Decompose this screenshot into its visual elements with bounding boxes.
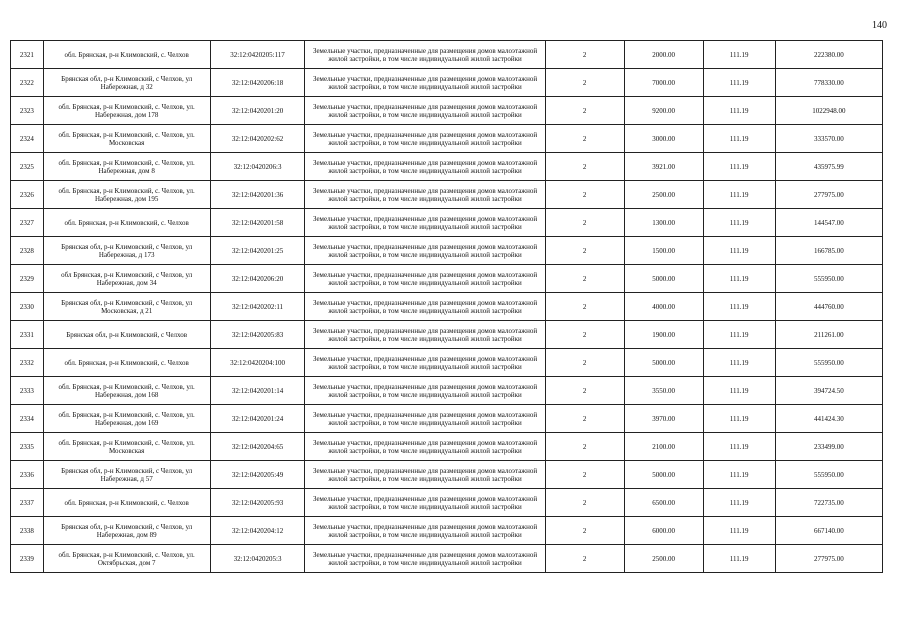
cadastral-value-cell: 233499.00 bbox=[775, 433, 882, 461]
page-number: 140 bbox=[872, 20, 887, 31]
category-cell: 2 bbox=[545, 97, 624, 125]
cadastral-number-cell: 32:12:0420202:11 bbox=[210, 293, 305, 321]
area-cell: 4000.00 bbox=[624, 293, 703, 321]
cadastral-number-cell: 32:12:0420201:58 bbox=[210, 209, 305, 237]
table-row bbox=[11, 349, 883, 377]
area-cell: 5000.00 bbox=[624, 265, 703, 293]
category-cell: 2 bbox=[545, 545, 624, 573]
area-cell: 9200.00 bbox=[624, 97, 703, 125]
cadastral-number-cell: 32:12:0420206:3 bbox=[210, 153, 305, 181]
address-cell: Брянская обл, р-н Климовский, с Челхов, ул Набережная, дом 89 bbox=[43, 517, 210, 545]
land-use-cell: Земельные участки, предназначенные для размещения домов малоэтажной жилой застройки, в том числе индивидуальной жилой застройки bbox=[305, 293, 545, 321]
category-cell: 2 bbox=[545, 265, 624, 293]
table-row bbox=[11, 153, 883, 181]
cadastral-value-cell: 277975.00 bbox=[775, 545, 882, 573]
table-row bbox=[11, 433, 883, 461]
row-number-cell: 2339 bbox=[11, 545, 44, 573]
row-number-cell: 2334 bbox=[11, 405, 44, 433]
rate-cell: 111.19 bbox=[703, 461, 775, 489]
cadastral-number-cell: 32:12:0420204:12 bbox=[210, 517, 305, 545]
cadastral-value-cell: 1022948.00 bbox=[775, 97, 882, 125]
land-use-cell: Земельные участки, предназначенные для размещения домов малоэтажной жилой застройки, в том числе индивидуальной жилой застройки bbox=[305, 489, 545, 517]
land-use-cell: Земельные участки, предназначенные для размещения домов малоэтажной жилой застройки, в том числе индивидуальной жилой застройки bbox=[305, 237, 545, 265]
land-use-cell: Земельные участки, предназначенные для размещения домов малоэтажной жилой застройки, в том числе индивидуальной жилой застройки bbox=[305, 97, 545, 125]
category-cell: 2 bbox=[545, 181, 624, 209]
category-cell: 2 bbox=[545, 517, 624, 545]
address-cell: обл. Брянская, р-н Климовский, с. Челхов, ул. Набережная, дом 195 bbox=[43, 181, 210, 209]
cadastral-value-cell: 555950.00 bbox=[775, 349, 882, 377]
rate-cell: 111.19 bbox=[703, 545, 775, 573]
table-row bbox=[11, 41, 883, 69]
area-cell: 3970.00 bbox=[624, 405, 703, 433]
cadastral-number-cell: 32:12:0420206:20 bbox=[210, 265, 305, 293]
row-number-cell: 2324 bbox=[11, 125, 44, 153]
category-cell: 2 bbox=[545, 433, 624, 461]
category-cell: 2 bbox=[545, 405, 624, 433]
land-use-cell: Земельные участки, предназначенные для размещения домов малоэтажной жилой застройки, в том числе индивидуальной жилой застройки bbox=[305, 153, 545, 181]
category-cell: 2 bbox=[545, 489, 624, 517]
cadastral-number-cell: 32:12:0420204:100 bbox=[210, 349, 305, 377]
rate-cell: 111.19 bbox=[703, 265, 775, 293]
rate-cell: 111.19 bbox=[703, 69, 775, 97]
rate-cell: 111.19 bbox=[703, 489, 775, 517]
cadastral-value-cell: 435975.99 bbox=[775, 153, 882, 181]
rate-cell: 111.19 bbox=[703, 377, 775, 405]
area-cell: 5000.00 bbox=[624, 349, 703, 377]
cadastral-value-cell: 277975.00 bbox=[775, 181, 882, 209]
address-cell: обл. Брянская, р-н Климовский, с. Челхов, ул. Набережная, дом 178 bbox=[43, 97, 210, 125]
category-cell: 2 bbox=[545, 153, 624, 181]
table-row bbox=[11, 237, 883, 265]
area-cell: 3550.00 bbox=[624, 377, 703, 405]
area-cell: 2100.00 bbox=[624, 433, 703, 461]
rate-cell: 111.19 bbox=[703, 125, 775, 153]
cadastral-number-cell: 32:12:0420201:14 bbox=[210, 377, 305, 405]
land-use-cell: Земельные участки, предназначенные для размещения домов малоэтажной жилой застройки, в том числе индивидуальной жилой застройки bbox=[305, 405, 545, 433]
row-number-cell: 2335 bbox=[11, 433, 44, 461]
row-number-cell: 2336 bbox=[11, 461, 44, 489]
row-number-cell: 2328 bbox=[11, 237, 44, 265]
rate-cell: 111.19 bbox=[703, 153, 775, 181]
address-cell: Брянская обл, р-н Климовский, с Челхов, ул Набережная, д 32 bbox=[43, 69, 210, 97]
category-cell: 2 bbox=[545, 293, 624, 321]
cadastral-number-cell: 32:12:0420205:93 bbox=[210, 489, 305, 517]
row-number-cell: 2338 bbox=[11, 517, 44, 545]
address-cell: обл. Брянская, р-н Климовский, с. Челхов, ул. Московская bbox=[43, 125, 210, 153]
table-row bbox=[11, 265, 883, 293]
row-number-cell: 2325 bbox=[11, 153, 44, 181]
rate-cell: 111.19 bbox=[703, 405, 775, 433]
table-row bbox=[11, 517, 883, 545]
rate-cell: 111.19 bbox=[703, 97, 775, 125]
table-row bbox=[11, 209, 883, 237]
address-cell: обл. Брянская, р-н Климовский, с. Челхов bbox=[43, 209, 210, 237]
land-use-cell: Земельные участки, предназначенные для размещения домов малоэтажной жилой застройки, в том числе индивидуальной жилой застройки bbox=[305, 545, 545, 573]
area-cell: 1500.00 bbox=[624, 237, 703, 265]
cadastral-value-cell: 222380.00 bbox=[775, 41, 882, 69]
cadastral-number-cell: 32:12:0420202:62 bbox=[210, 125, 305, 153]
address-cell: обл. Брянская, р-н Климовский, с. Челхов, ул. Московская bbox=[43, 433, 210, 461]
area-cell: 2500.00 bbox=[624, 181, 703, 209]
cadastral-value-cell: 441424.30 bbox=[775, 405, 882, 433]
row-number-cell: 2331 bbox=[11, 321, 44, 349]
area-cell: 2000.00 bbox=[624, 41, 703, 69]
land-use-cell: Земельные участки, предназначенные для размещения домов малоэтажной жилой застройки, в том числе индивидуальной жилой застройки bbox=[305, 265, 545, 293]
address-cell: обл Брянская, р-н Климовский, с Челхов, ул Набережная, дом 34 bbox=[43, 265, 210, 293]
land-registry-table bbox=[10, 40, 883, 573]
address-cell: Брянская обл, р-н Климовский, с Челхов, ул Набережная, д 57 bbox=[43, 461, 210, 489]
cadastral-value-cell: 211261.00 bbox=[775, 321, 882, 349]
cadastral-value-cell: 555950.00 bbox=[775, 461, 882, 489]
cadastral-value-cell: 394724.50 bbox=[775, 377, 882, 405]
area-cell: 6500.00 bbox=[624, 489, 703, 517]
row-number-cell: 2337 bbox=[11, 489, 44, 517]
table-row bbox=[11, 321, 883, 349]
area-cell: 3000.00 bbox=[624, 125, 703, 153]
address-cell: обл. Брянская, р-н Климовский, с. Челхов bbox=[43, 489, 210, 517]
rate-cell: 111.19 bbox=[703, 321, 775, 349]
row-number-cell: 2330 bbox=[11, 293, 44, 321]
area-cell: 3921.00 bbox=[624, 153, 703, 181]
area-cell: 7000.00 bbox=[624, 69, 703, 97]
category-cell: 2 bbox=[545, 321, 624, 349]
table-row bbox=[11, 405, 883, 433]
rate-cell: 111.19 bbox=[703, 209, 775, 237]
land-use-cell: Земельные участки, предназначенные для размещения домов малоэтажной жилой застройки, в том числе индивидуальной жилой застройки bbox=[305, 517, 545, 545]
cadastral-number-cell: 32:12:0420201:20 bbox=[210, 97, 305, 125]
address-cell: Брянская обл, р-н Климовский, с Челхов, ул Набережная, д 173 bbox=[43, 237, 210, 265]
area-cell: 1300.00 bbox=[624, 209, 703, 237]
land-use-cell: Земельные участки, предназначенные для размещения домов малоэтажной жилой застройки, в том числе индивидуальной жилой застройки bbox=[305, 433, 545, 461]
cadastral-value-cell: 166785.00 bbox=[775, 237, 882, 265]
table-row bbox=[11, 125, 883, 153]
cadastral-number-cell: 32:12:0420206:18 bbox=[210, 69, 305, 97]
table-row bbox=[11, 293, 883, 321]
land-use-cell: Земельные участки, предназначенные для размещения домов малоэтажной жилой застройки, в том числе индивидуальной жилой застройки bbox=[305, 209, 545, 237]
category-cell: 2 bbox=[545, 209, 624, 237]
cadastral-number-cell: 32:12:0420201:36 bbox=[210, 181, 305, 209]
rate-cell: 111.19 bbox=[703, 517, 775, 545]
rate-cell: 111.19 bbox=[703, 181, 775, 209]
land-use-cell: Земельные участки, предназначенные для размещения домов малоэтажной жилой застройки, в том числе индивидуальной жилой застройки bbox=[305, 69, 545, 97]
address-cell: Брянская обл, р-н Климовский, с Челхов bbox=[43, 321, 210, 349]
address-cell: обл. Брянская, р-н Климовский, с. Челхов, ул. Октябрьская, дом 7 bbox=[43, 545, 210, 573]
land-use-cell: Земельные участки, предназначенные для размещения домов малоэтажной жилой застройки, в том числе индивидуальной жилой застройки bbox=[305, 349, 545, 377]
rate-cell: 111.19 bbox=[703, 41, 775, 69]
cadastral-value-cell: 667140.00 bbox=[775, 517, 882, 545]
cadastral-number-cell: 32:12:0420201:25 bbox=[210, 237, 305, 265]
category-cell: 2 bbox=[545, 237, 624, 265]
land-use-cell: Земельные участки, предназначенные для размещения домов малоэтажной жилой застройки, в том числе индивидуальной жилой застройки bbox=[305, 377, 545, 405]
category-cell: 2 bbox=[545, 69, 624, 97]
category-cell: 2 bbox=[545, 461, 624, 489]
cadastral-number-cell: 32:12:0420204:65 bbox=[210, 433, 305, 461]
cadastral-number-cell: 32:12:0420201:24 bbox=[210, 405, 305, 433]
address-cell: обл. Брянская, р-н Климовский, с. Челхов, ул. Набережная, дом 169 bbox=[43, 405, 210, 433]
table-row bbox=[11, 69, 883, 97]
cadastral-value-cell: 722735.00 bbox=[775, 489, 882, 517]
address-cell: обл. Брянская, р-н Климовский, с. Челхов bbox=[43, 41, 210, 69]
rate-cell: 111.19 bbox=[703, 349, 775, 377]
land-use-cell: Земельные участки, предназначенные для размещения домов малоэтажной жилой застройки, в том числе индивидуальной жилой застройки bbox=[305, 41, 545, 69]
rate-cell: 111.19 bbox=[703, 433, 775, 461]
address-cell: обл. Брянская, р-н Климовский, с. Челхов bbox=[43, 349, 210, 377]
cadastral-value-cell: 778330.00 bbox=[775, 69, 882, 97]
row-number-cell: 2327 bbox=[11, 209, 44, 237]
category-cell: 2 bbox=[545, 41, 624, 69]
cadastral-number-cell: 32:12:0420205:83 bbox=[210, 321, 305, 349]
table-row bbox=[11, 181, 883, 209]
row-number-cell: 2329 bbox=[11, 265, 44, 293]
area-cell: 5000.00 bbox=[624, 461, 703, 489]
rate-cell: 111.19 bbox=[703, 293, 775, 321]
category-cell: 2 bbox=[545, 349, 624, 377]
address-cell: Брянская обл, р-н Климовский, с Челхов, ул Московская, д 21 bbox=[43, 293, 210, 321]
address-cell: обл. Брянская, р-н Климовский, с. Челхов, ул. Набережная, дом 168 bbox=[43, 377, 210, 405]
rate-cell: 111.19 bbox=[703, 237, 775, 265]
table-body bbox=[11, 41, 883, 573]
table-row bbox=[11, 489, 883, 517]
cadastral-number-cell: 32:12:0420205:3 bbox=[210, 545, 305, 573]
area-cell: 6000.00 bbox=[624, 517, 703, 545]
land-use-cell: Земельные участки, предназначенные для размещения домов малоэтажной жилой застройки, в том числе индивидуальной жилой застройки bbox=[305, 321, 545, 349]
category-cell: 2 bbox=[545, 125, 624, 153]
cadastral-value-cell: 555950.00 bbox=[775, 265, 882, 293]
table-row bbox=[11, 461, 883, 489]
category-cell: 2 bbox=[545, 377, 624, 405]
row-number-cell: 2322 bbox=[11, 69, 44, 97]
table-row bbox=[11, 377, 883, 405]
area-cell: 2500.00 bbox=[624, 545, 703, 573]
address-cell: обл. Брянская, р-н Климовский, с. Челхов, ул. Набережная, дом 8 bbox=[43, 153, 210, 181]
cadastral-number-cell: 32:12:0420205:117 bbox=[210, 41, 305, 69]
table-row bbox=[11, 545, 883, 573]
row-number-cell: 2326 bbox=[11, 181, 44, 209]
cadastral-value-cell: 444760.00 bbox=[775, 293, 882, 321]
land-use-cell: Земельные участки, предназначенные для размещения домов малоэтажной жилой застройки, в том числе индивидуальной жилой застройки bbox=[305, 125, 545, 153]
cadastral-number-cell: 32:12:0420205:49 bbox=[210, 461, 305, 489]
row-number-cell: 2332 bbox=[11, 349, 44, 377]
cadastral-value-cell: 333570.00 bbox=[775, 125, 882, 153]
row-number-cell: 2333 bbox=[11, 377, 44, 405]
land-use-cell: Земельные участки, предназначенные для размещения домов малоэтажной жилой застройки, в том числе индивидуальной жилой застройки bbox=[305, 461, 545, 489]
cadastral-value-cell: 144547.00 bbox=[775, 209, 882, 237]
row-number-cell: 2321 bbox=[11, 41, 44, 69]
area-cell: 1900.00 bbox=[624, 321, 703, 349]
land-use-cell: Земельные участки, предназначенные для размещения домов малоэтажной жилой застройки, в том числе индивидуальной жилой застройки bbox=[305, 181, 545, 209]
table-row bbox=[11, 97, 883, 125]
row-number-cell: 2323 bbox=[11, 97, 44, 125]
